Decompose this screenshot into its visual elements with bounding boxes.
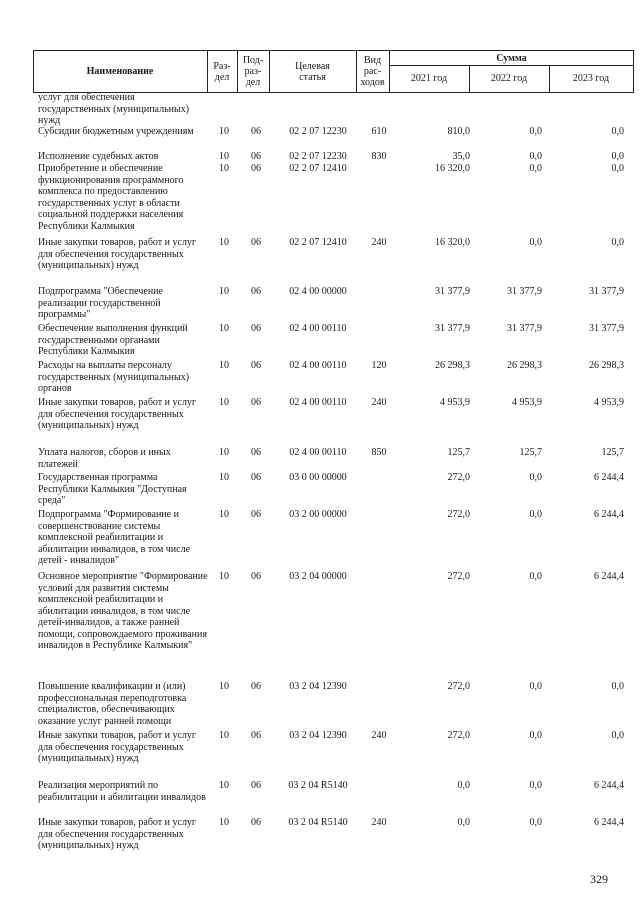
- row-2021: 810,0: [447, 126, 470, 137]
- header-2022: 2022 год: [490, 73, 528, 84]
- row-2022: 0,0: [529, 126, 542, 137]
- row-name: Приобретение и обеспечение функционирования программного комплекса по предоставлению государственных услуг в области социальной поддержки населения Республики Калмыкия: [38, 163, 184, 232]
- row-name: Подпрограмма "Формирование и совершенствование системы комплексной реабилитации и абилитации инвалидов, в том числе детей - инвалидов": [38, 509, 191, 566]
- header-exp-type: Вид рас- ходов: [360, 55, 385, 88]
- header-section: Раз- дел: [213, 60, 231, 83]
- row-subsection: 06: [251, 730, 261, 741]
- row-section: 10: [219, 681, 229, 692]
- row-2022: 0,0: [529, 237, 542, 248]
- row-name: Обеспечение выполнения функций государственными органами Республики Калмыкия: [38, 323, 188, 357]
- row-section: 10: [219, 509, 229, 520]
- row-subsection: 06: [251, 397, 261, 408]
- row-subsection: 06: [251, 780, 261, 791]
- row-2022: 0,0: [529, 817, 542, 828]
- row-2021: 272,0: [447, 472, 470, 483]
- row-2023: 6 244,4: [594, 780, 624, 791]
- row-section: 10: [219, 571, 229, 582]
- row-2021: 26 298,3: [435, 360, 470, 371]
- row-2023: 4 953,9: [594, 397, 624, 408]
- row-subsection: 06: [251, 817, 261, 828]
- row-exp-type: 610: [371, 126, 387, 137]
- row-name: Исполнение судебных актов: [38, 151, 159, 162]
- row-target: 03 2 04 R5140: [288, 817, 348, 828]
- row-2021: 4 953,9: [440, 397, 470, 408]
- row-2023: 0,0: [611, 151, 624, 162]
- header-target: Целевая статья: [295, 60, 330, 83]
- row-section: 10: [219, 323, 229, 334]
- row-section: 10: [219, 360, 229, 371]
- row-name: Иные закупки товаров, работ и услуг для обеспечения государственных (муниципальных) нужд: [38, 817, 197, 851]
- row-2022: 125,7: [519, 447, 542, 458]
- row-target: 03 2 04 12390: [289, 681, 347, 692]
- row-2022: 0,0: [529, 681, 542, 692]
- row-section: 10: [219, 126, 229, 137]
- row-2023: 31 377,9: [589, 286, 624, 297]
- row-subsection: 06: [251, 472, 261, 483]
- row-target: 03 2 04 12390: [289, 730, 347, 741]
- row-section: 10: [219, 151, 229, 162]
- row-subsection: 06: [251, 681, 261, 692]
- row-name: Уплата налогов, сборов и иных платежей: [38, 447, 171, 470]
- row-section: 10: [219, 163, 229, 174]
- row-2021: 31 377,9: [435, 286, 470, 297]
- row-2022: 31 377,9: [507, 323, 542, 334]
- row-2022: 0,0: [529, 730, 542, 741]
- row-name: Основное мероприятие "Формирование условий для развития системы комплексной реабилитации и абилитации инвалидов, в том числе детей-инвалидов, а также ранней помощи, сопровождаемого проживания инвалидов в Республике Калмыкия": [38, 571, 208, 651]
- row-exp-type: 240: [371, 237, 387, 248]
- row-name: Повышение квалификации и (или) профессиональная переподготовка специалистов, обеспечивающих оказание услуг ранней помощи: [38, 681, 187, 727]
- row-2021: 35,0: [452, 151, 470, 162]
- row-2021: 272,0: [447, 509, 470, 520]
- row-section: 10: [219, 730, 229, 741]
- row-2022: 0,0: [529, 472, 542, 483]
- row-2023: 31 377,9: [589, 323, 624, 334]
- header-sum: Сумма: [496, 52, 527, 64]
- row-subsection: 06: [251, 163, 261, 174]
- row-2021: 0,0: [457, 780, 470, 791]
- row-target: 02 2 07 12230: [289, 151, 347, 162]
- row-section: 10: [219, 447, 229, 458]
- row-name: Иные закупки товаров, работ и услуг для обеспечения государственных (муниципальных) нужд: [38, 730, 197, 764]
- row-section: 10: [219, 472, 229, 483]
- row-name: Реализация мероприятий по реабилитации и абилитации инвалидов: [38, 780, 206, 803]
- row-target: 03 2 00 00000: [289, 509, 347, 520]
- header-2023: 2023 год: [572, 73, 610, 84]
- header-2021: 2021 год: [410, 73, 448, 84]
- row-name: услуг для обеспечения государственных (муниципальных) нужд: [38, 92, 190, 126]
- row-2022: 0,0: [529, 780, 542, 791]
- row-2021: 125,7: [447, 447, 470, 458]
- row-2023: 125,7: [601, 447, 624, 458]
- row-target: 02 2 07 12410: [289, 163, 347, 174]
- row-2022: 0,0: [529, 571, 542, 582]
- row-2023: 6 244,4: [594, 472, 624, 483]
- row-2022: 31 377,9: [507, 286, 542, 297]
- row-name: Государственная программа Республики Калмыкия "Доступная среда": [38, 472, 187, 506]
- row-2023: 0,0: [611, 237, 624, 248]
- row-target: 03 2 04 R5140: [288, 780, 348, 791]
- page-number: 329: [590, 872, 608, 886]
- row-exp-type: 120: [371, 360, 387, 371]
- row-subsection: 06: [251, 323, 261, 334]
- row-target: 02 2 07 12230: [289, 126, 347, 137]
- row-2021: 272,0: [447, 681, 470, 692]
- row-section: 10: [219, 286, 229, 297]
- row-name: Иные закупки товаров, работ и услуг для обеспечения государственных (муниципальных) нужд: [38, 397, 197, 431]
- row-2023: 6 244,4: [594, 509, 624, 520]
- row-target: 02 4 00 00000: [289, 286, 347, 297]
- row-name: Субсидии бюджетным учреждениям: [38, 126, 194, 137]
- row-section: 10: [219, 237, 229, 248]
- row-section: 10: [219, 817, 229, 828]
- row-target: 03 2 04 00000: [289, 571, 347, 582]
- row-2022: 0,0: [529, 163, 542, 174]
- row-name: Подпрограмма "Обеспечение реализации государственной программы": [38, 286, 163, 320]
- row-subsection: 06: [251, 447, 261, 458]
- row-subsection: 06: [251, 237, 261, 248]
- row-2021: 16 320,0: [435, 163, 470, 174]
- row-target: 02 4 00 00110: [289, 447, 347, 458]
- row-2023: 0,0: [611, 681, 624, 692]
- row-subsection: 06: [251, 151, 261, 162]
- row-2022: 0,0: [529, 509, 542, 520]
- row-exp-type: 830: [371, 151, 387, 162]
- row-name: Расходы на выплаты персоналу государственных (муниципальных) органов: [38, 360, 190, 394]
- row-2023: 6 244,4: [594, 571, 624, 582]
- row-subsection: 06: [251, 360, 261, 371]
- row-subsection: 06: [251, 571, 261, 582]
- row-exp-type: 240: [371, 397, 387, 408]
- row-2023: 6 244,4: [594, 817, 624, 828]
- header-subsection: Под- раз- дел: [242, 55, 264, 88]
- row-subsection: 06: [251, 509, 261, 520]
- table-header: [33, 50, 634, 93]
- row-target: 02 2 07 12410: [289, 237, 347, 248]
- row-2021: 272,0: [447, 571, 470, 582]
- row-2022: 4 953,9: [512, 397, 542, 408]
- row-exp-type: 240: [371, 730, 387, 741]
- row-2023: 0,0: [611, 126, 624, 137]
- row-subsection: 06: [251, 286, 261, 297]
- row-2021: 16 320,0: [435, 237, 470, 248]
- row-exp-type: 850: [371, 447, 387, 458]
- row-subsection: 06: [251, 126, 261, 137]
- row-2021: 272,0: [447, 730, 470, 741]
- row-exp-type: 240: [371, 817, 387, 828]
- row-section: 10: [219, 397, 229, 408]
- row-target: 02 4 00 00110: [289, 397, 347, 408]
- row-2023: 0,0: [611, 163, 624, 174]
- row-target: 02 4 00 00110: [289, 360, 347, 371]
- row-2022: 0,0: [529, 151, 542, 162]
- row-2023: 0,0: [611, 730, 624, 741]
- row-2021: 31 377,9: [435, 323, 470, 334]
- row-2022: 26 298,3: [507, 360, 542, 371]
- row-2021: 0,0: [457, 817, 470, 828]
- row-target: 03 0 00 00000: [289, 472, 347, 483]
- header-name: Наименование: [86, 66, 154, 77]
- row-target: 02 4 00 00110: [289, 323, 347, 334]
- row-name: Иные закупки товаров, работ и услуг для обеспечения государственных (муниципальных) нужд: [38, 237, 197, 271]
- row-section: 10: [219, 780, 229, 791]
- row-2023: 26 298,3: [589, 360, 624, 371]
